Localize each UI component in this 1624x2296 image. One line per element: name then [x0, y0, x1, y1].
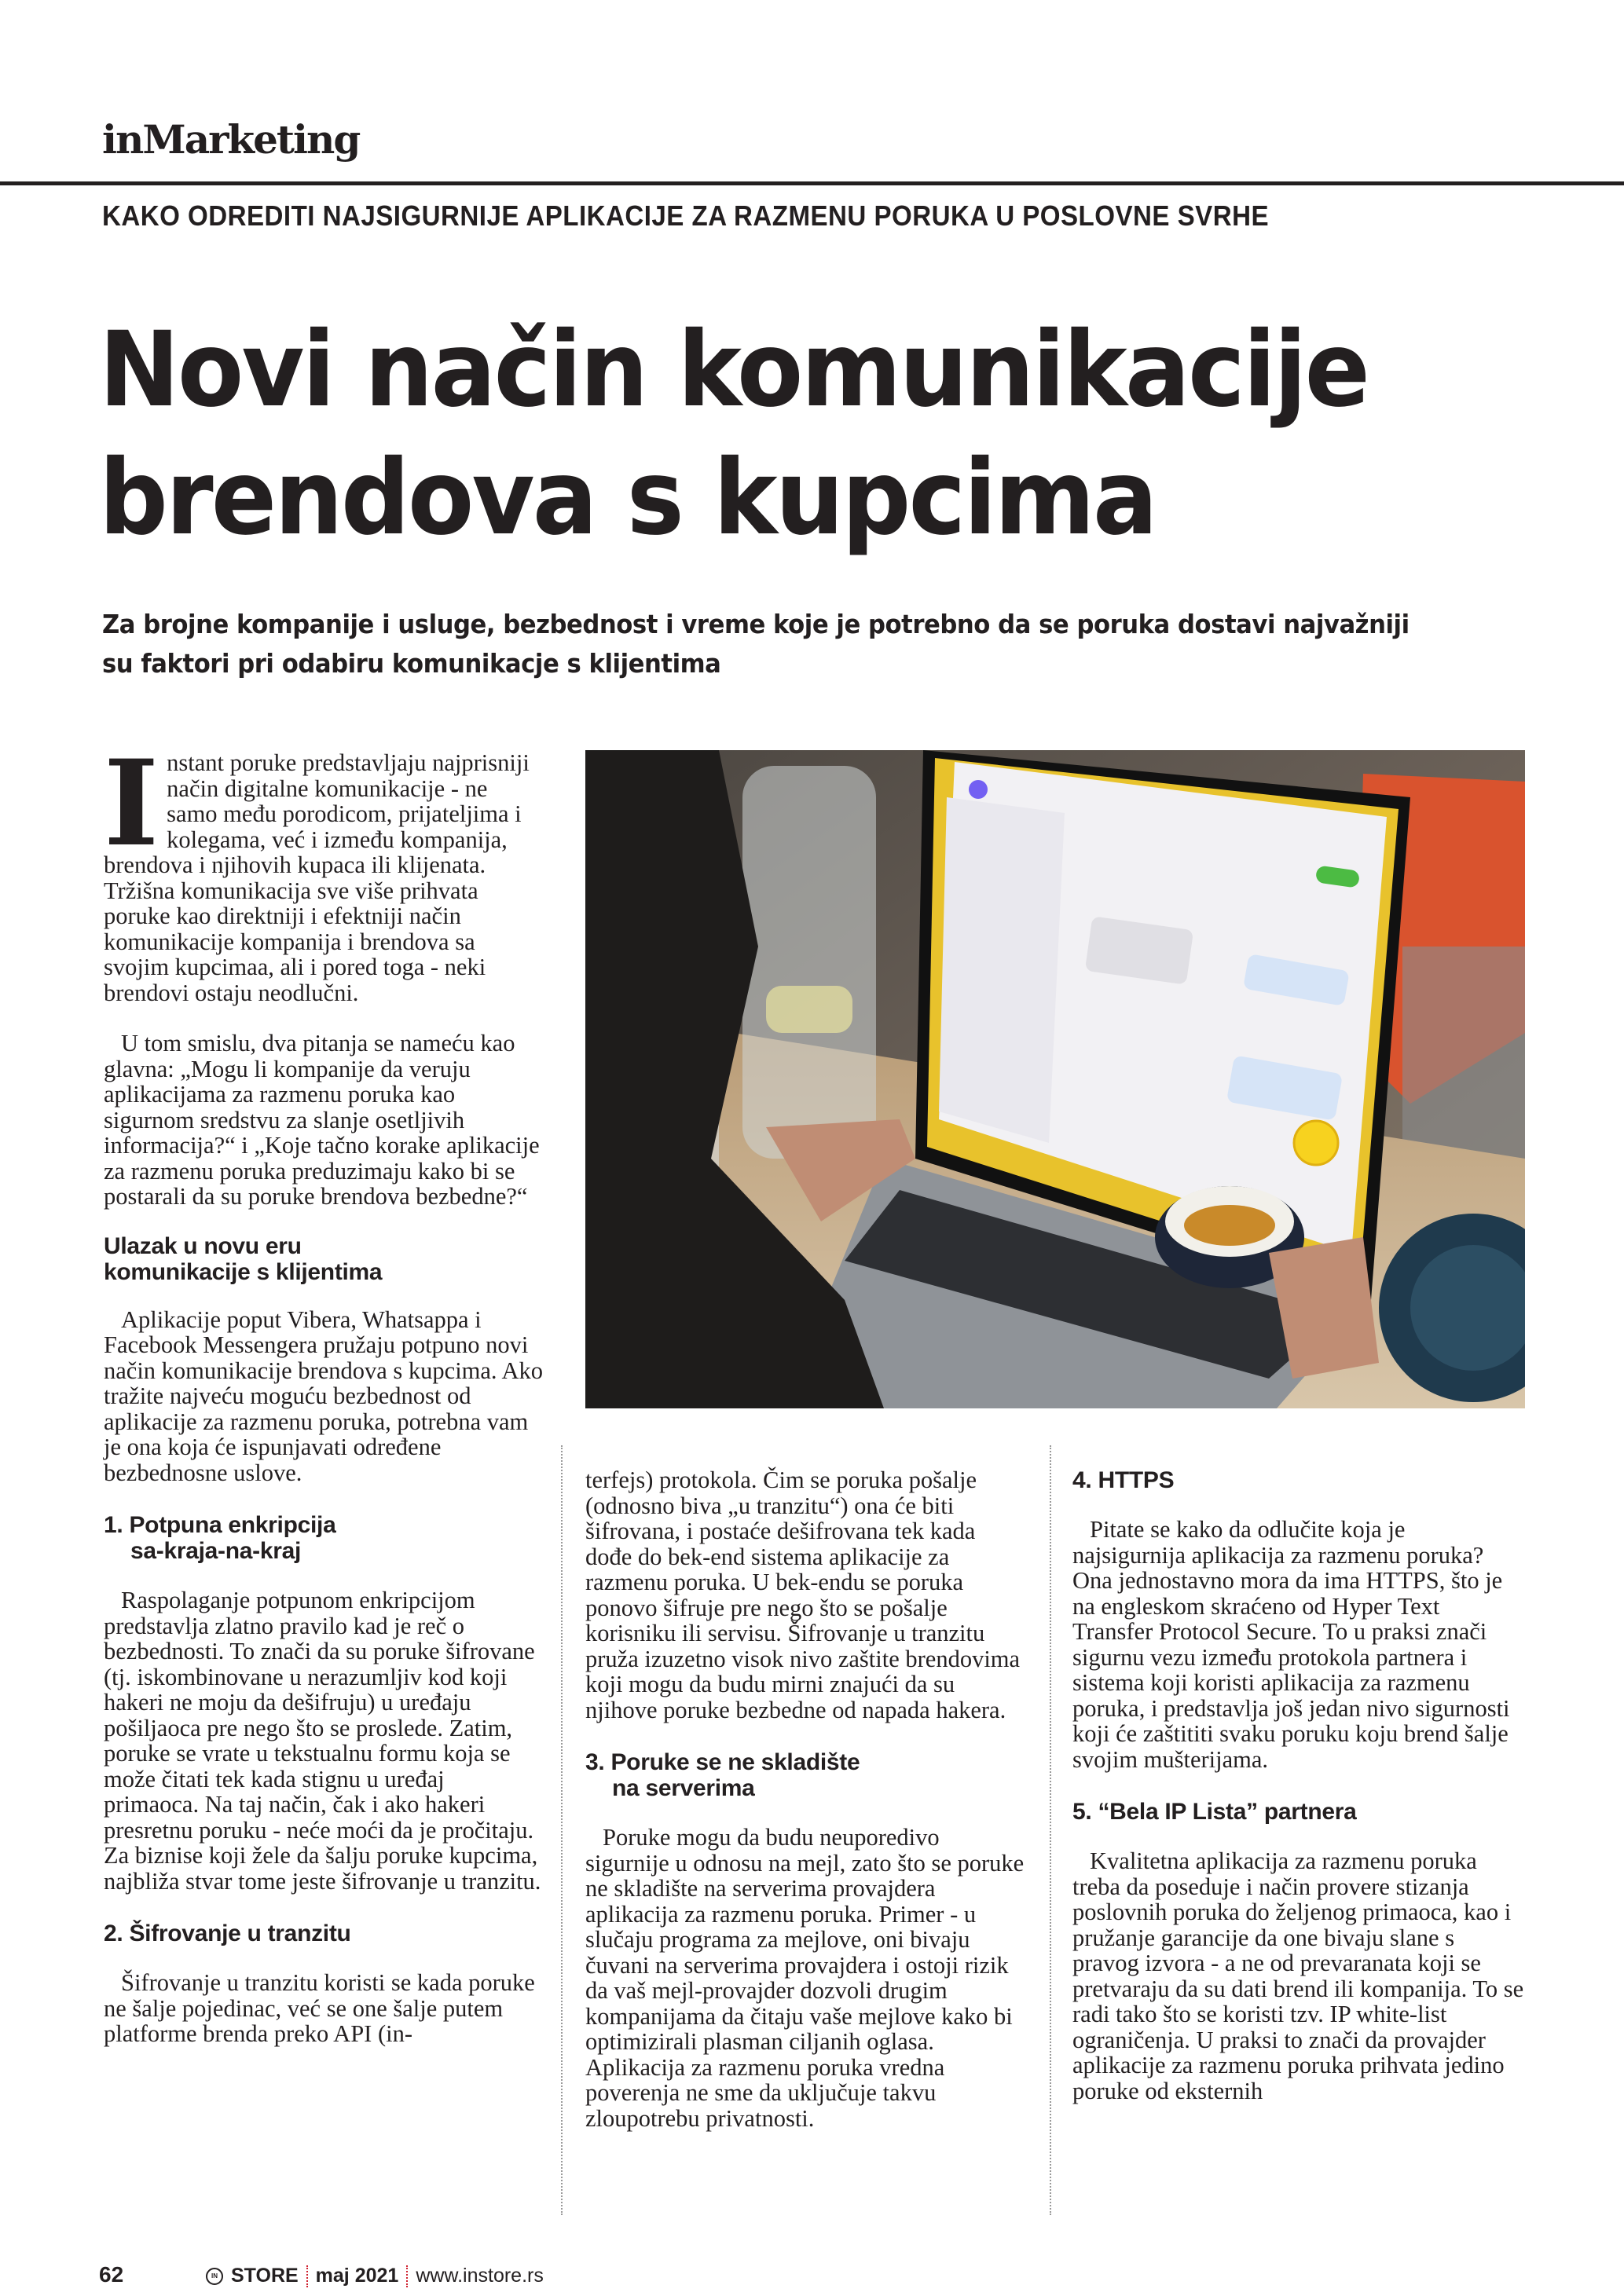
- intro-paragraph-2: U tom smislu, dva pitanja se nameću kao glavna: „Mogu li kompanije da veruju aplikacijama za razmenu poruka kao sigurnom sredstvu za slanje osetljivih informacija?“ i „Koje tačno korake aplikacije za razmenu poruka preduzimaju kako bi se postarali da su poruke brendova bezbedne?“: [104, 1030, 540, 1210]
- column-2: [585, 1467, 1025, 2131]
- kicker: KAKO ODREDITI NAJSIGURNIJE APLIKACIJE ZA RAZMENU PORUKA U POSLOVNE SVRHE: [102, 200, 1270, 232]
- headline: [99, 306, 1487, 562]
- water-bottle: [742, 766, 876, 1159]
- header-rule: [0, 181, 1624, 185]
- headline-line-2: brendova s kupcima: [99, 438, 1156, 558]
- column-3: [1072, 1467, 1524, 2104]
- lemon: [766, 986, 852, 1033]
- subheading-5: 5. “Bela IP Lista” partnera: [1072, 1799, 1357, 1825]
- column-divider: [1050, 1445, 1051, 2215]
- intro-paragraph-1: Instant poruke predstavljaju najprisniji način digitalne komunikacije - ne samo među porodicom, prijateljima i kolegama, već i između kompanija, brendova i njihovih kupaca ili klijenata. Tržišna komunikacija sve više prihvata poruke kao direktniji i efektniji način komunikacije kompanija i brendova sa svojim kupcimaa, ali i pored toga - neki brendovi ostaju neodlučni.: [104, 734, 530, 1006]
- viber-sidebar: [939, 797, 1065, 1143]
- subheading-4: 4. HTTPS: [1072, 1467, 1175, 1493]
- lede: Za brojne kompanije i usluge, bezbednost i vreme koje je potrebno da se poruka dostavi najvažniji su faktori pri odabiru komunikacje s klijentima: [102, 609, 1410, 679]
- paragraph-4: Pitate se kako da odlučite koja je najsigurnija aplikacija za razmenu poruka? Ona jednostavno mora da ima HTTPS, što je na engleskom skraćeno od Hyper Text Transfer Protocol Secure. To u praksi znači sigurnu vezu između protokola partnera i sistema koji koristi aplikacija za razmenu poruka, i predstavlja još jedan nivo sigurnosti koji će zaštititi svaku poruku koju brend šalje svojim mušterijama.: [1072, 1516, 1510, 1773]
- paragraph-3: Poruke mogu da budu neuporedivo sigurnije u odnosu na mejl, zato što se poruke ne skladište na serverima provajdera aplikacija za razmenu poruka. Primer - u slučaju programa za mejlove, oni bivaju čuvani na serverima provajdera i ostoji rizik da vaš mejl-provajder dozvoli drugim kompanijama da čitaju vaše mejlove kako bi optimizirali plasman ciljanih oglasa. Aplikacija za razmenu poruka vredna poverenja ne sme da uključuje takvu zloupotrebu privatnosti.: [585, 1824, 1025, 2132]
- column-1: [104, 734, 544, 2047]
- paragraph-1: Raspolaganje potpunom enkripcijom predstavlja zlatno pravilo kad je reč o bezbednosti. To znači da su poruke šifrovane (tj. iskombinovane u nerazumljiv kod koji hakeri ne moju da dešifruju) u uređaju pošiljaoca pre nego što se proslede. Zatim, poruke se vrate u tekstualnu formu koja se može čitati tek kada stignu u uređaj primaoca. Na taj način, čak i ako hakeri presretnu poruku - neće moći da je pročitaju. Za biznise koji žele da šalju poruke kupcima, najbliža stvar tome jeste šifrovanje u tranzitu.: [104, 1587, 541, 1895]
- laptop-photo-illustration: [585, 750, 1525, 1408]
- paragraph-2b: terfejs) protokola. Čim se poruka pošalje (odnosno biva „u tranzitu“) ona će biti šifrovana, i postaće dešifrovana tek kada dođe do bek-end sistema aplikacije za razmenu poruka. U bek-endu se poruka ponovo šifruje pre nego što se pošalje korisniku ili servisu. Šifrovanje u tranzitu pruža izuzetno visok nivo zaštite brendovima koji mogu da budu mirni znajući da su njihove poruke bezbedne od napada hakera.: [585, 1467, 1021, 1723]
- column-divider: [561, 1445, 563, 2215]
- drop-cap: I: [104, 734, 159, 873]
- footer-separator: [306, 2265, 308, 2287]
- subheading-1: 1. Potpuna enkripcija sa-kraja-na-kraj: [104, 1512, 336, 1564]
- tea: [1184, 1205, 1275, 1246]
- brand-name: STORE: [231, 2265, 299, 2287]
- paragraph-new-era: Aplikacije poput Vibera, Whatsappa i Facebook Messengera pružaju potpuno novi način komunikacije brendova s kupcima. Ako tražite najveću moguću bezbednost od aplikacije za razmenu poruka, potrebna vam je ona koja će ispunjavati određene bezbednosne uslove.: [104, 1305, 544, 1486]
- subheading-new-era: Ulazak u novu eru komunikacije s klijentima: [104, 1232, 383, 1285]
- website-link[interactable]: www.instore.rs: [416, 2265, 544, 2287]
- section-label: inMarketing: [102, 116, 360, 163]
- issue-date: maj 2021: [315, 2265, 399, 2287]
- smiley-sticker-icon: [1294, 1121, 1338, 1165]
- paragraph-2a: Šifrovanje u tranzitu koristi se kada poruke ne šalje pojedinac, već se one šalje putem platforme brenda preko API (in-: [104, 1969, 535, 2047]
- headline-line-1: Novi način komunikacije: [99, 309, 1369, 430]
- paragraph-5: Kvalitetna aplikacija za razmenu poruka treba da poseduje i način provere stizanja poslovnih poruka do željenog primaoca, kao i pružanje garancije da one bivaju slane s pravog izvora - a ne od prevaranata koji se pretvaraju da su dati brend ili kompanija. To se radi tako što se koristi tzv. IP white-list ograničenja. U praksi to znači da provajder aplikacije za razmenu poruka prihvata jedino poruke od eksternih: [1072, 1847, 1524, 2104]
- article-photo: [585, 750, 1525, 1408]
- footer-separator: [406, 2265, 408, 2287]
- subheading-3: 3. Poruke se ne skladište na serverima: [585, 1749, 860, 1801]
- viber-logo-icon: [969, 780, 988, 799]
- page-number: 62: [99, 2262, 124, 2287]
- instore-logo-icon: IN: [206, 2268, 223, 2285]
- subheading-2: 2. Šifrovanje u tranzitu: [104, 1921, 351, 1946]
- footer-brand: [206, 2265, 544, 2287]
